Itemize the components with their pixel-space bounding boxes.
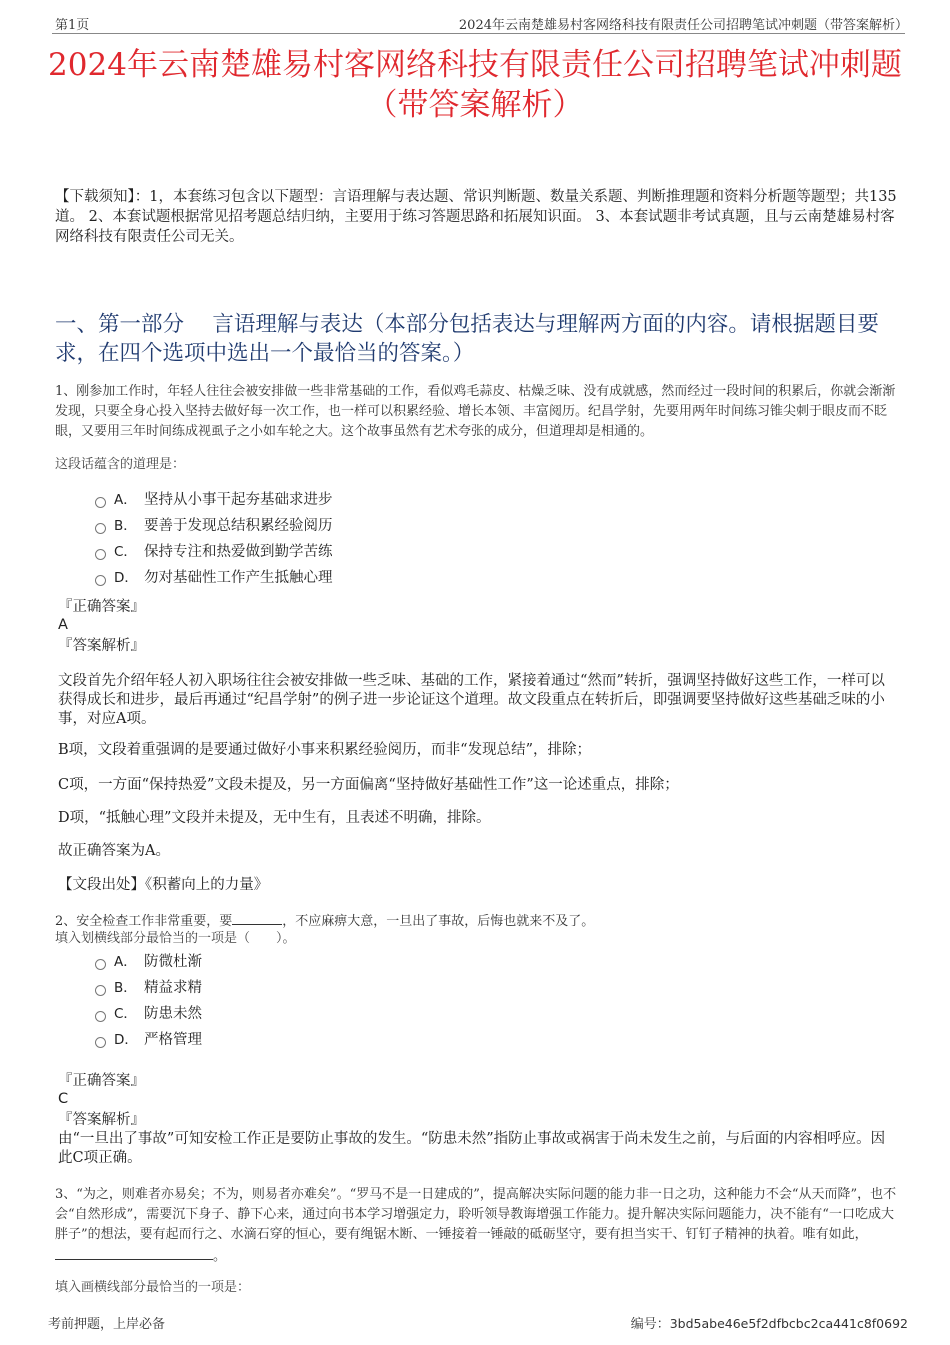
page-title [40, 45, 910, 125]
q1-option-c[interactable] [95, 541, 333, 563]
q3-stem-end: 。 [213, 1249, 227, 1264]
q1-prompt: 这段话蕴含的道理是： [55, 457, 186, 472]
radio-icon[interactable] [95, 959, 106, 970]
q1-option-b[interactable] [95, 515, 333, 537]
option-text: 防患未然 [144, 1006, 202, 1022]
option-letter: B． [114, 980, 137, 996]
download-notice: 【下载须知】：1，本套练习包含以下题型：言语理解与表达题、常识判断题、数量关系题、判断推理题和资料分析题等题型；共135道。 2、本套试题根据常见招考题总结归纳，主要用于练习答题思路和拓展知识面。 3、本套试题非考试真题，且与云南楚雄易村客网络科技有限责任公司无关。 [55, 189, 897, 245]
option-text: 严格管理 [144, 1032, 202, 1048]
radio-icon[interactable] [95, 549, 106, 560]
q2-answer-label: 『正确答案』 [58, 1073, 145, 1089]
q2-option-b[interactable] [95, 977, 202, 999]
q1-answer: A [58, 617, 68, 633]
q2-answer: C [58, 1091, 69, 1107]
radio-icon[interactable] [95, 1037, 106, 1048]
section-heading: 一、第一部分 言语理解与表达（本部分包括表达与理解两方面的内容。请根据题目要求，在四个选项中选出一个最恰当的答案。） [55, 312, 879, 366]
q2-analysis-label: 『答案解析』 [58, 1112, 145, 1128]
option-text: 勿对基础性工作产生抵触心理 [144, 570, 333, 586]
option-text: 坚持从小事干起夯基础求进步 [144, 492, 333, 508]
q2-option-a[interactable] [95, 951, 202, 973]
q2-analysis: 由“一旦出了事故”可知安检工作正是要防止事故的发生。“防患未然”指防止事故或祸害于尚未发生之前，与后面的内容相呼应。因此C项正确。 [58, 1131, 886, 1166]
page-number: 第1页 [55, 18, 90, 33]
page-title-line1: 2024年云南楚雄易村客网络科技有限责任公司招聘笔试冲刺题 [48, 47, 902, 83]
q1-analysis-p4: D项，“抵触心理”文段并未提及，无中生有，且表述不明确，排除。 [58, 810, 491, 826]
q1-analysis-label: 『答案解析』 [58, 638, 145, 654]
q1-analysis-p3: C项，一方面“保持热爱”文段未提及，另一方面偏离“坚持做好基础性工作”这一论述重点，排除； [58, 777, 679, 793]
q1-option-d[interactable] [95, 567, 333, 589]
option-letter: A． [114, 954, 137, 970]
header-doc-title: 2024年云南楚雄易村客网络科技有限责任公司招聘笔试冲刺题（带答案解析） [458, 18, 908, 33]
footer-code-label: 编号： [630, 1317, 670, 1332]
option-letter: D． [114, 570, 138, 586]
q3-stem [55, 1185, 903, 1267]
q2-option-d[interactable] [95, 1029, 202, 1051]
option-letter: A． [114, 492, 137, 508]
option-text: 要善于发现总结积累经验阅历 [144, 518, 333, 534]
q2-stem-before: 2、安全检查工作非常重要，要 [55, 914, 233, 929]
q1-analysis-p1: 文段首先介绍年轻人初入职场往往会被安排做一些乏味、基础的工作，紧接着通过“然而”转折，强调坚持做好这些工作，一样可以获得成长和进步，最后再通过“纪昌学射”的例子进一步论证这个道理。故文段重点在转折后，即强调要坚持做好这些基础乏味的小事，对应A项。 [58, 673, 885, 727]
option-text: 防微杜渐 [144, 954, 202, 970]
radio-icon[interactable] [95, 523, 106, 534]
q1-stem: 1、刚参加工作时，年轻人往往会被安排做一些非常基础的工作，看似鸡毛蒜皮、枯燥乏味、没有成就感，然而经过一段时间的积累后，你就会渐渐发现，只要全身心投入坚持去做好每一次工作，也一样可以积累经验、增长本领、丰富阅历。纪昌学射，先要用两年时间练习锥尖刺于眼皮而不眨眼，又要用三年时间练成视虱子之小如车轮之大。这个故事虽然有艺术夸张的成分，但道理却是相通的。 [55, 384, 896, 439]
radio-icon[interactable] [95, 497, 106, 508]
option-letter: C． [114, 1006, 137, 1022]
footer-code [631, 1313, 908, 1332]
q1-analysis-p2: B项，文段着重强调的是要通过做好小事来积累经验阅历，而非“发现总结”，排除； [58, 742, 591, 758]
q2-prompt: 填入划横线部分最恰当的一项是（ ）。 [55, 931, 296, 946]
q3-prompt: 填入画横线部分最恰当的一项是： [55, 1280, 251, 1295]
radio-icon[interactable] [95, 985, 106, 996]
footer-slogan: 考前押题，上岸必备 [48, 1317, 166, 1332]
page-title-line2: （带答案解析） [366, 87, 584, 123]
option-letter: B． [114, 518, 137, 534]
radio-icon[interactable] [95, 1011, 106, 1022]
radio-icon[interactable] [95, 575, 106, 586]
q2-stem-after: ，不应麻痹大意，一旦出了事故，后悔也就来不及了。 [282, 914, 595, 929]
footer-code-value: 3bd5abe46e5f2dfbcbc2ca441c8f0692 [669, 1316, 908, 1331]
q3-stem-text: 3、“为之，则难者亦易矣；不为，则易者亦难矣”。“罗马不是一日建成的”，提高解决实际问题的能力非一日之功，这种能力不会“从天而降”，也不会“自然形成”，需要沉下身子、静下心来，通过向书本学习增强定力，聆听领导教诲增强工作能力。提升解决实际问题能力，决不能有“一口吃成大胖子”的想法，要有起而行之、水滴石穿的恒心，要有绳锯木断、一锤接着一锤敲的砥砺坚守，要有担当实干、钉钉子精神的执着。唯有如此， [55, 1187, 897, 1242]
q2-blank [232, 910, 282, 925]
q1-option-a[interactable] [95, 489, 333, 511]
q1-answer-label: 『正确答案』 [58, 599, 145, 615]
q1-source: 【文段出处】《积蓄向上的力量》 [58, 877, 269, 893]
header-divider [52, 33, 905, 34]
q3-blank [55, 1245, 213, 1260]
q1-analysis-p5: 故正确答案为A。 [58, 843, 170, 859]
option-letter: D． [114, 1032, 138, 1048]
option-text: 保持专注和热爱做到勤学苦练 [144, 544, 333, 560]
q2-option-c[interactable] [95, 1003, 202, 1025]
option-text: 精益求精 [144, 980, 202, 996]
option-letter: C． [114, 544, 137, 560]
